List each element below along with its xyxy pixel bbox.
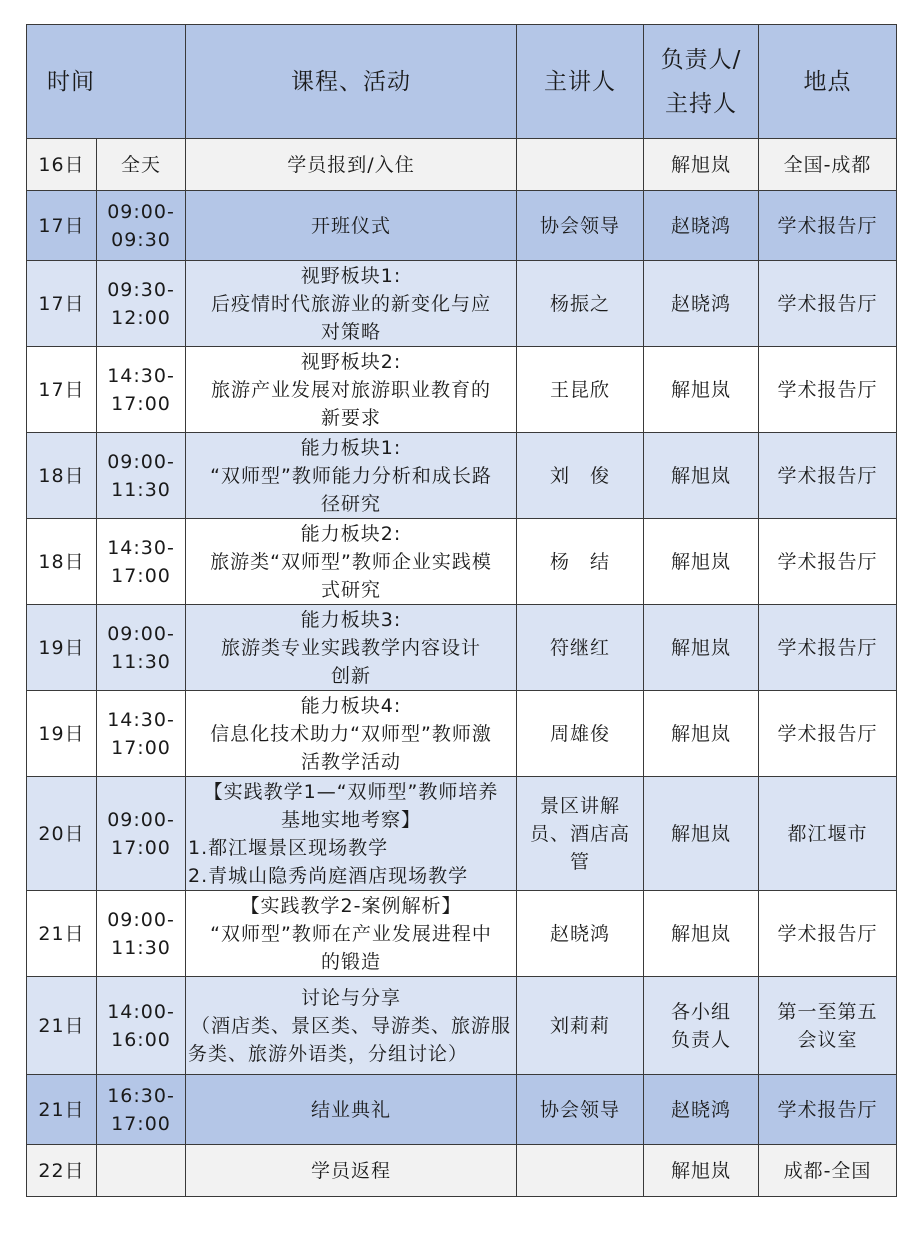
speaker-cell [517, 191, 644, 261]
host-cell [644, 691, 759, 777]
day-cell: 19日 [27, 605, 97, 691]
location-cell [759, 261, 897, 347]
course-cell-line: 视野板块1: [300, 264, 402, 287]
host-cell-line: 解旭岚 [670, 722, 731, 745]
speaker-cell-line: 杨振之 [549, 292, 610, 315]
time-cell [97, 691, 186, 777]
course-cell-line: 结业典礼 [310, 1098, 391, 1121]
host-cell [644, 261, 759, 347]
host-cell-line: 解旭岚 [670, 822, 731, 845]
host-cell [644, 777, 759, 891]
location-cell [759, 891, 897, 977]
course-cell [186, 605, 517, 691]
day-cell: 18日 [27, 519, 97, 605]
course-cell-line: “双师型”教师在产业发展进程中 [210, 922, 492, 945]
location-cell-line: 全国-成都 [783, 153, 872, 176]
time-cell [97, 433, 186, 519]
speaker-cell-line: 景区讲解 [539, 794, 620, 817]
time-cell-line: 14:00- [107, 1000, 175, 1023]
time-cell-line: 09:30- [107, 278, 175, 301]
header-course: 课程、活动 [186, 25, 517, 139]
location-cell [759, 347, 897, 433]
day-cell: 21日 [27, 977, 97, 1075]
location-cell-line: 学术报告厅 [777, 722, 878, 745]
course-cell [186, 139, 517, 191]
day-cell: 21日 [27, 891, 97, 977]
table-row [27, 1145, 897, 1197]
host-cell-line: 解旭岚 [670, 464, 731, 487]
header-speaker: 主讲人 [517, 25, 644, 139]
speaker-cell-line: 符继红 [549, 636, 610, 659]
host-cell [644, 519, 759, 605]
location-cell [759, 605, 897, 691]
host-cell [644, 1145, 759, 1197]
course-cell-line: 对策略 [320, 320, 381, 343]
course-cell [186, 1075, 517, 1145]
time-cell [97, 1145, 186, 1197]
course-cell-line: 学员报到/入住 [287, 153, 415, 176]
time-cell-line: 09:00- [107, 622, 175, 645]
time-cell-line: 17:00 [111, 836, 171, 859]
speaker-cell-line: 杨 结 [549, 550, 610, 573]
host-cell-line: 各小组 [670, 1000, 731, 1023]
location-cell-line: 学术报告厅 [777, 1098, 878, 1121]
location-cell-line: 会议室 [797, 1028, 858, 1051]
course-cell-line: 旅游类专业实践教学内容设计 [220, 636, 481, 659]
speaker-cell [517, 347, 644, 433]
speaker-cell-line: 王昆欣 [549, 378, 610, 401]
time-cell [97, 1075, 186, 1145]
location-cell-line: 学术报告厅 [777, 550, 878, 573]
course-cell-line: 1.都江堰景区现场教学 [188, 836, 389, 859]
speaker-cell-line: 协会领导 [539, 1098, 620, 1121]
table-row [27, 191, 897, 261]
course-cell [186, 261, 517, 347]
location-cell [759, 139, 897, 191]
host-cell-line: 解旭岚 [670, 922, 731, 945]
time-cell [97, 347, 186, 433]
day-cell: 16日 [27, 139, 97, 191]
time-cell-line: 全天 [120, 153, 161, 176]
time-cell-line: 11:30 [111, 650, 171, 673]
speaker-cell [517, 891, 644, 977]
location-cell-line: 成都-全国 [783, 1159, 872, 1182]
course-cell-line: 旅游类“双师型”教师企业实践模 [210, 550, 492, 573]
table-row [27, 347, 897, 433]
table-row [27, 891, 897, 977]
host-cell [644, 433, 759, 519]
host-cell-line: 解旭岚 [670, 378, 731, 401]
day-cell: 18日 [27, 433, 97, 519]
course-cell-line: 2.青城山隐秀尚庭酒店现场教学 [188, 864, 469, 887]
speaker-cell [517, 1075, 644, 1145]
course-cell-line: 创新 [330, 664, 371, 687]
speaker-cell-line: 刘莉莉 [549, 1014, 610, 1037]
course-cell-line: 能力板块2: [300, 522, 402, 545]
course-cell [186, 519, 517, 605]
host-cell [644, 977, 759, 1075]
host-cell-line: 赵晓鸿 [670, 292, 731, 315]
table-row [27, 519, 897, 605]
course-cell-line: 【实践教学1—“双师型”教师培养 [203, 780, 499, 803]
speaker-cell-line: 赵晓鸿 [549, 922, 610, 945]
header-host-line1: 负责人/ [660, 46, 742, 73]
host-cell-line: 解旭岚 [670, 1159, 731, 1182]
course-cell-line: 能力板块4: [300, 694, 402, 717]
speaker-cell [517, 261, 644, 347]
course-cell-line: 后疫情时代旅游业的新变化与应 [210, 292, 491, 315]
table-row [27, 139, 897, 191]
location-cell-line: 学术报告厅 [777, 214, 878, 237]
time-cell [97, 891, 186, 977]
course-cell-line: 的锻造 [320, 950, 381, 973]
speaker-cell-line: 协会领导 [539, 214, 620, 237]
table-row [27, 977, 897, 1075]
course-cell [186, 977, 517, 1075]
day-cell: 19日 [27, 691, 97, 777]
location-cell [759, 519, 897, 605]
course-cell [186, 191, 517, 261]
header-time: 时间 [27, 25, 186, 139]
time-cell-line: 09:30 [111, 228, 171, 251]
location-cell [759, 691, 897, 777]
host-cell [644, 139, 759, 191]
speaker-cell [517, 777, 644, 891]
host-cell [644, 347, 759, 433]
time-cell [97, 191, 186, 261]
time-cell-line: 17:00 [111, 564, 171, 587]
course-cell-line: 旅游产业发展对旅游职业教育的 [210, 378, 491, 401]
course-cell-line: 视野板块2: [300, 350, 402, 373]
time-cell [97, 605, 186, 691]
time-cell-line: 17:00 [111, 1112, 171, 1135]
location-cell [759, 191, 897, 261]
host-cell [644, 1075, 759, 1145]
time-cell-line: 14:30- [107, 536, 175, 559]
course-cell-line: 信息化技术助力“双师型”教师激 [210, 722, 492, 745]
location-cell [759, 777, 897, 891]
host-cell-line: 赵晓鸿 [670, 1098, 731, 1121]
course-cell-line: （酒店类、景区类、导游类、旅游服 [190, 1014, 511, 1037]
course-cell-line: 务类、旅游外语类，分组讨论） [188, 1042, 469, 1065]
day-cell: 17日 [27, 191, 97, 261]
time-cell-line: 16:30- [107, 1084, 175, 1107]
day-cell: 20日 [27, 777, 97, 891]
time-cell [97, 139, 186, 191]
table-row [27, 261, 897, 347]
schedule-table [26, 24, 897, 1197]
time-cell-line: 14:30- [107, 708, 175, 731]
time-cell-line: 11:30 [111, 936, 171, 959]
header-location: 地点 [759, 25, 897, 139]
course-cell [186, 347, 517, 433]
location-cell [759, 977, 897, 1075]
speaker-cell [517, 1145, 644, 1197]
header-host-line2: 主持人 [665, 90, 737, 117]
time-cell-line: 09:00- [107, 908, 175, 931]
course-cell [186, 691, 517, 777]
host-cell-line: 解旭岚 [670, 550, 731, 573]
course-cell [186, 777, 517, 891]
course-cell-line: 能力板块3: [300, 608, 402, 631]
speaker-cell [517, 433, 644, 519]
location-cell [759, 1145, 897, 1197]
table-row [27, 691, 897, 777]
table-row [27, 433, 897, 519]
course-cell-line: 【实践教学2-案例解析】 [240, 894, 462, 917]
location-cell-line: 第一至第五 [777, 1000, 878, 1023]
course-cell-line: 基地实地考察】 [280, 808, 421, 831]
time-cell [97, 977, 186, 1075]
host-cell [644, 605, 759, 691]
course-cell-line: 讨论与分享 [300, 986, 401, 1009]
time-cell-line: 17:00 [111, 392, 171, 415]
course-cell-line: 式研究 [320, 578, 381, 601]
course-cell-line: 径研究 [320, 492, 381, 515]
time-cell-line: 12:00 [111, 306, 171, 329]
location-cell-line: 学术报告厅 [777, 378, 878, 401]
time-cell-line: 17:00 [111, 736, 171, 759]
speaker-cell [517, 605, 644, 691]
host-cell-line: 赵晓鸿 [670, 214, 731, 237]
course-cell [186, 891, 517, 977]
time-cell [97, 261, 186, 347]
location-cell [759, 433, 897, 519]
location-cell-line: 学术报告厅 [777, 464, 878, 487]
course-cell-line: 学员返程 [310, 1159, 391, 1182]
host-cell [644, 191, 759, 261]
time-cell-line: 09:00- [107, 200, 175, 223]
speaker-cell-line: 周雄俊 [549, 722, 610, 745]
speaker-cell [517, 691, 644, 777]
speaker-cell-line: 刘 俊 [549, 464, 610, 487]
table-row [27, 605, 897, 691]
time-cell-line: 16:00 [111, 1028, 171, 1051]
time-cell-line: 09:00- [107, 808, 175, 831]
speaker-cell [517, 977, 644, 1075]
time-cell-line: 11:30 [111, 478, 171, 501]
course-cell [186, 1145, 517, 1197]
day-cell: 21日 [27, 1075, 97, 1145]
header-host [644, 25, 759, 139]
course-cell-line: 活教学活动 [300, 750, 401, 773]
header-row [27, 25, 897, 139]
host-cell-line: 解旭岚 [670, 636, 731, 659]
day-cell: 17日 [27, 347, 97, 433]
host-cell [644, 891, 759, 977]
course-cell-line: 新要求 [320, 406, 381, 429]
day-cell: 22日 [27, 1145, 97, 1197]
time-cell-line: 14:30- [107, 364, 175, 387]
location-cell [759, 1075, 897, 1145]
host-cell-line: 负责人 [670, 1028, 731, 1051]
course-cell-line: 能力板块1: [300, 436, 402, 459]
location-cell-line: 学术报告厅 [777, 292, 878, 315]
speaker-cell-line: 员、酒店高 [529, 822, 630, 845]
location-cell-line: 学术报告厅 [777, 922, 878, 945]
time-cell-line: 09:00- [107, 450, 175, 473]
location-cell-line: 学术报告厅 [777, 636, 878, 659]
time-cell [97, 777, 186, 891]
course-cell [186, 433, 517, 519]
course-cell-line: “双师型”教师能力分析和成长路 [210, 464, 492, 487]
speaker-cell-line: 管 [569, 850, 590, 873]
speaker-cell [517, 519, 644, 605]
location-cell-line: 都江堰市 [787, 822, 868, 845]
day-cell: 17日 [27, 261, 97, 347]
host-cell-line: 解旭岚 [670, 153, 731, 176]
table-row [27, 777, 897, 891]
table-row [27, 1075, 897, 1145]
speaker-cell [517, 139, 644, 191]
time-cell [97, 519, 186, 605]
course-cell-line: 开班仪式 [310, 214, 391, 237]
